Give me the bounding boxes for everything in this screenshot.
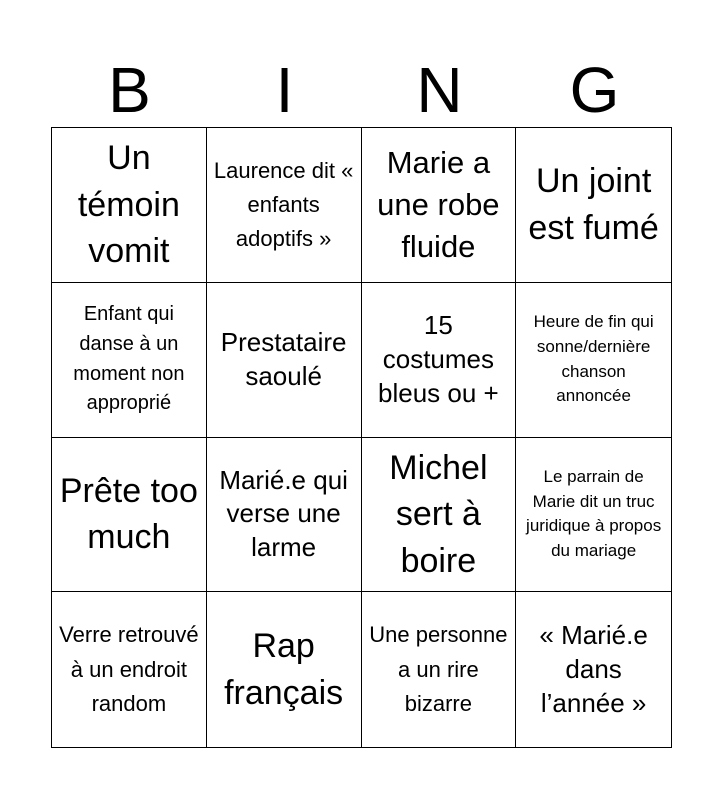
bingo-cell-7[interactable] <box>362 283 517 438</box>
bingo-cell-16[interactable] <box>516 592 671 747</box>
bingo-cell-4[interactable] <box>516 128 671 283</box>
bingo-cell-12[interactable] <box>516 438 671 593</box>
bingo-cell-1[interactable] <box>52 128 207 283</box>
cell-text: Marié.e qui verse une larme <box>219 464 348 563</box>
header-letter-i: I <box>275 54 294 126</box>
header-letter-n: N <box>416 54 463 126</box>
header-letter-b: B <box>108 54 151 126</box>
bingo-board <box>51 127 672 748</box>
cell-text: Rap français <box>224 627 344 712</box>
bingo-cell-15[interactable] <box>362 592 517 747</box>
cell-text: Le parrain de Marie dit un truc juridique à propos du mariage <box>526 467 662 561</box>
bingo-cell-2[interactable] <box>207 128 362 283</box>
bingo-cell-6[interactable] <box>207 283 362 438</box>
cell-text: Un témoin vomit <box>77 139 180 271</box>
cell-text: Laurence dit « enfants adoptifs » <box>213 157 354 251</box>
cell-text: Prête too much <box>59 471 198 557</box>
cell-text: « Marié.e dans l’année » <box>539 619 648 718</box>
cell-text: Heure de fin qui sonne/dernière chanson annoncée <box>533 312 654 406</box>
cell-text: Michel sert à boire <box>389 448 488 580</box>
cell-text: Prestataire saoulé <box>220 326 347 391</box>
cell-text: Enfant qui danse à un moment non approprié <box>73 303 185 415</box>
bingo-cell-11[interactable] <box>362 438 517 593</box>
bingo-cell-13[interactable] <box>52 592 207 747</box>
cell-text: Une personne a un rire bizarre <box>369 622 508 716</box>
bingo-cell-3[interactable] <box>362 128 517 283</box>
cell-text: 15 costumes bleus ou + <box>378 309 499 408</box>
bingo-header <box>52 52 672 128</box>
bingo-cell-14[interactable] <box>207 592 362 747</box>
bingo-cell-8[interactable] <box>516 283 671 438</box>
cell-text: Marie a une robe fluide <box>377 144 500 264</box>
bingo-cell-5[interactable] <box>52 283 207 438</box>
cell-text: Verre retrouvé à un endroit random <box>59 622 199 716</box>
bingo-cell-10[interactable] <box>207 438 362 593</box>
cell-text: Un joint est fumé <box>528 162 659 247</box>
header-letter-g: G <box>569 54 620 126</box>
bingo-cell-9[interactable] <box>52 438 207 593</box>
